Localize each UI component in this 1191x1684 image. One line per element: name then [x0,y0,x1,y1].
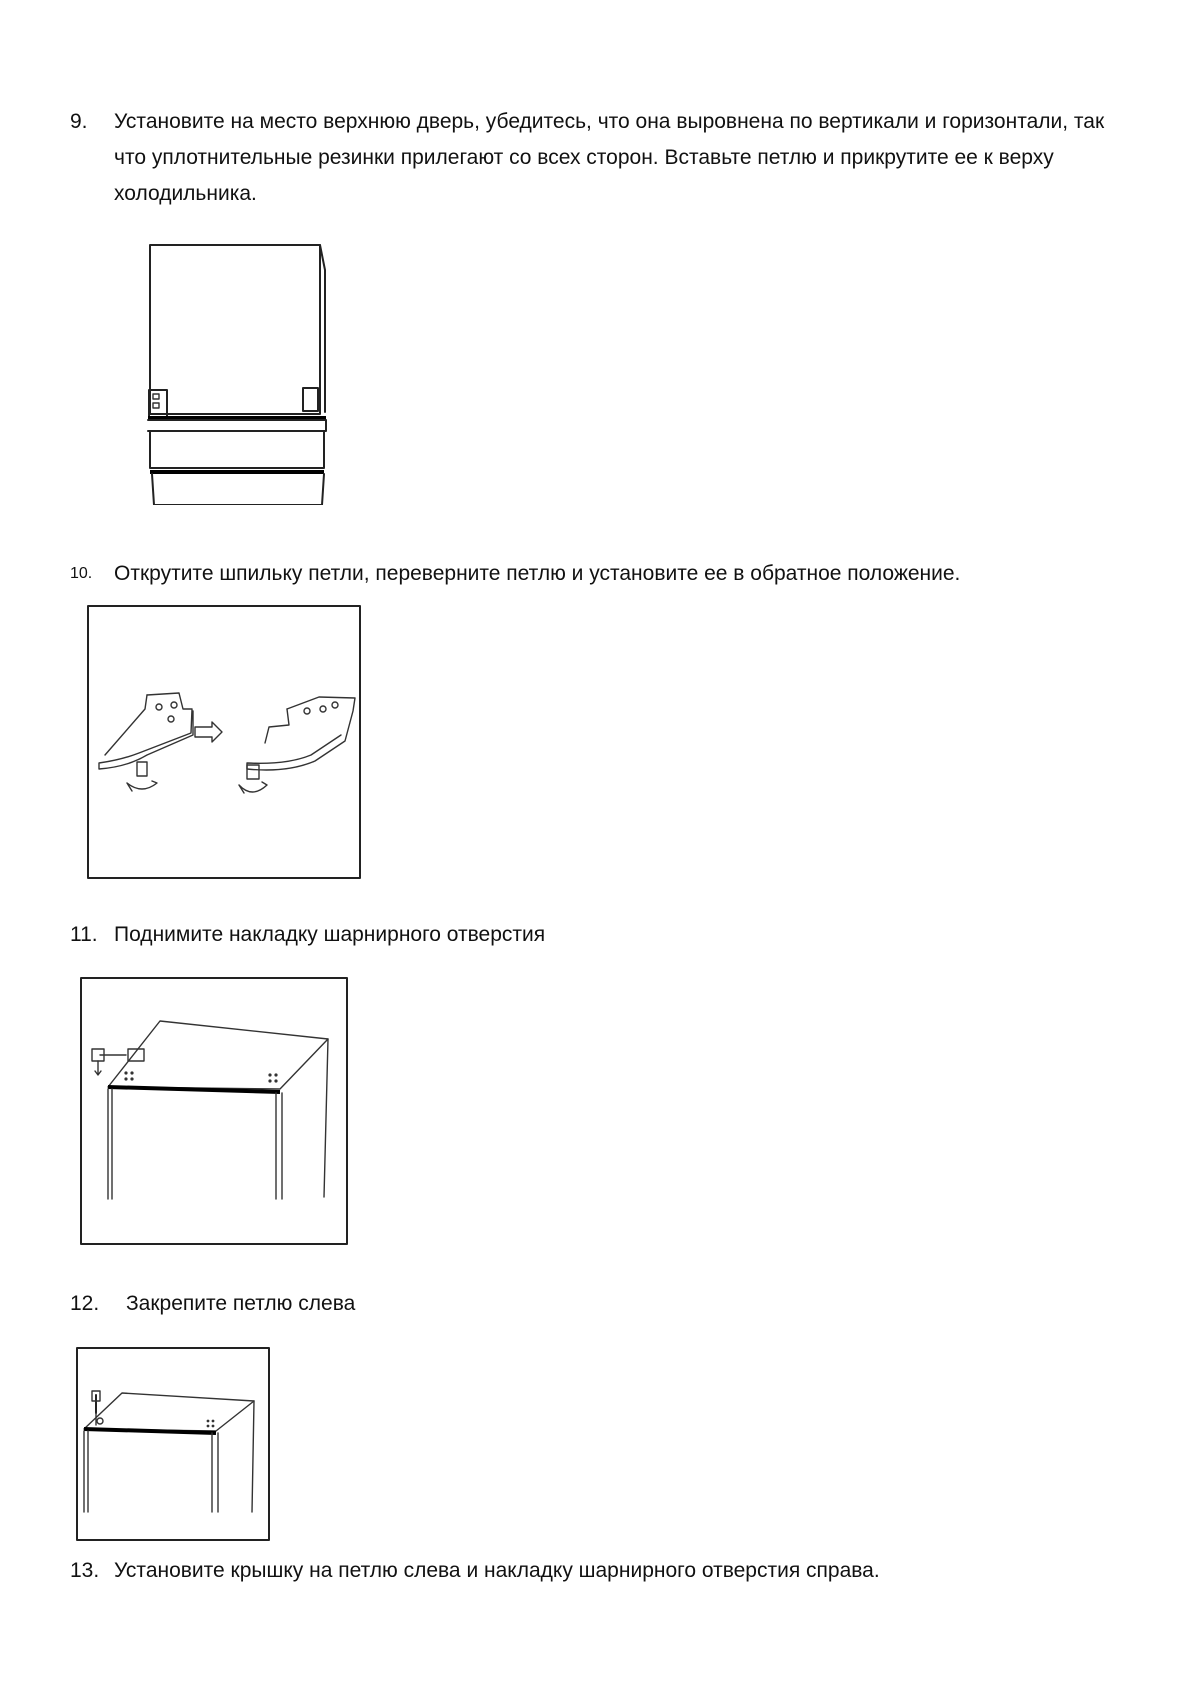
step-text: Закрепите петлю слева [126,1292,356,1315]
step-10 [70,556,1130,592]
figure-fix-hinge-left [76,1347,270,1541]
step-number: 12. [70,1292,100,1315]
step-number: 9. [70,110,88,133]
step-number: 11. [70,923,98,946]
step-number: 13. [70,1559,100,1582]
step-13 [70,1553,1130,1589]
step-text: Поднимите накладку шарнирного отверстия [114,923,546,946]
figure-door-installed [140,240,340,505]
step-text: Открутите шпильку петли, переверните петлю и установите ее в обратное положение. [114,562,961,585]
figure-lift-hinge-cover [80,977,348,1245]
step-11 [70,917,1130,953]
step-text: Установите на место верхнюю дверь, убедитесь, что она выровнена по вертикали и горизонтали, так что уплотнительные резинки прилегают со всех сторон. Вставьте петлю и прикрутите ее к верху холодильника. [114,110,1105,205]
step-9 [70,104,1130,214]
step-number: 10. [70,565,93,582]
step-12 [70,1286,1130,1322]
figure-hinge-flip [87,605,361,879]
step-text: Установите крышку на петлю слева и накладку шарнирного отверстия справа. [114,1559,880,1582]
